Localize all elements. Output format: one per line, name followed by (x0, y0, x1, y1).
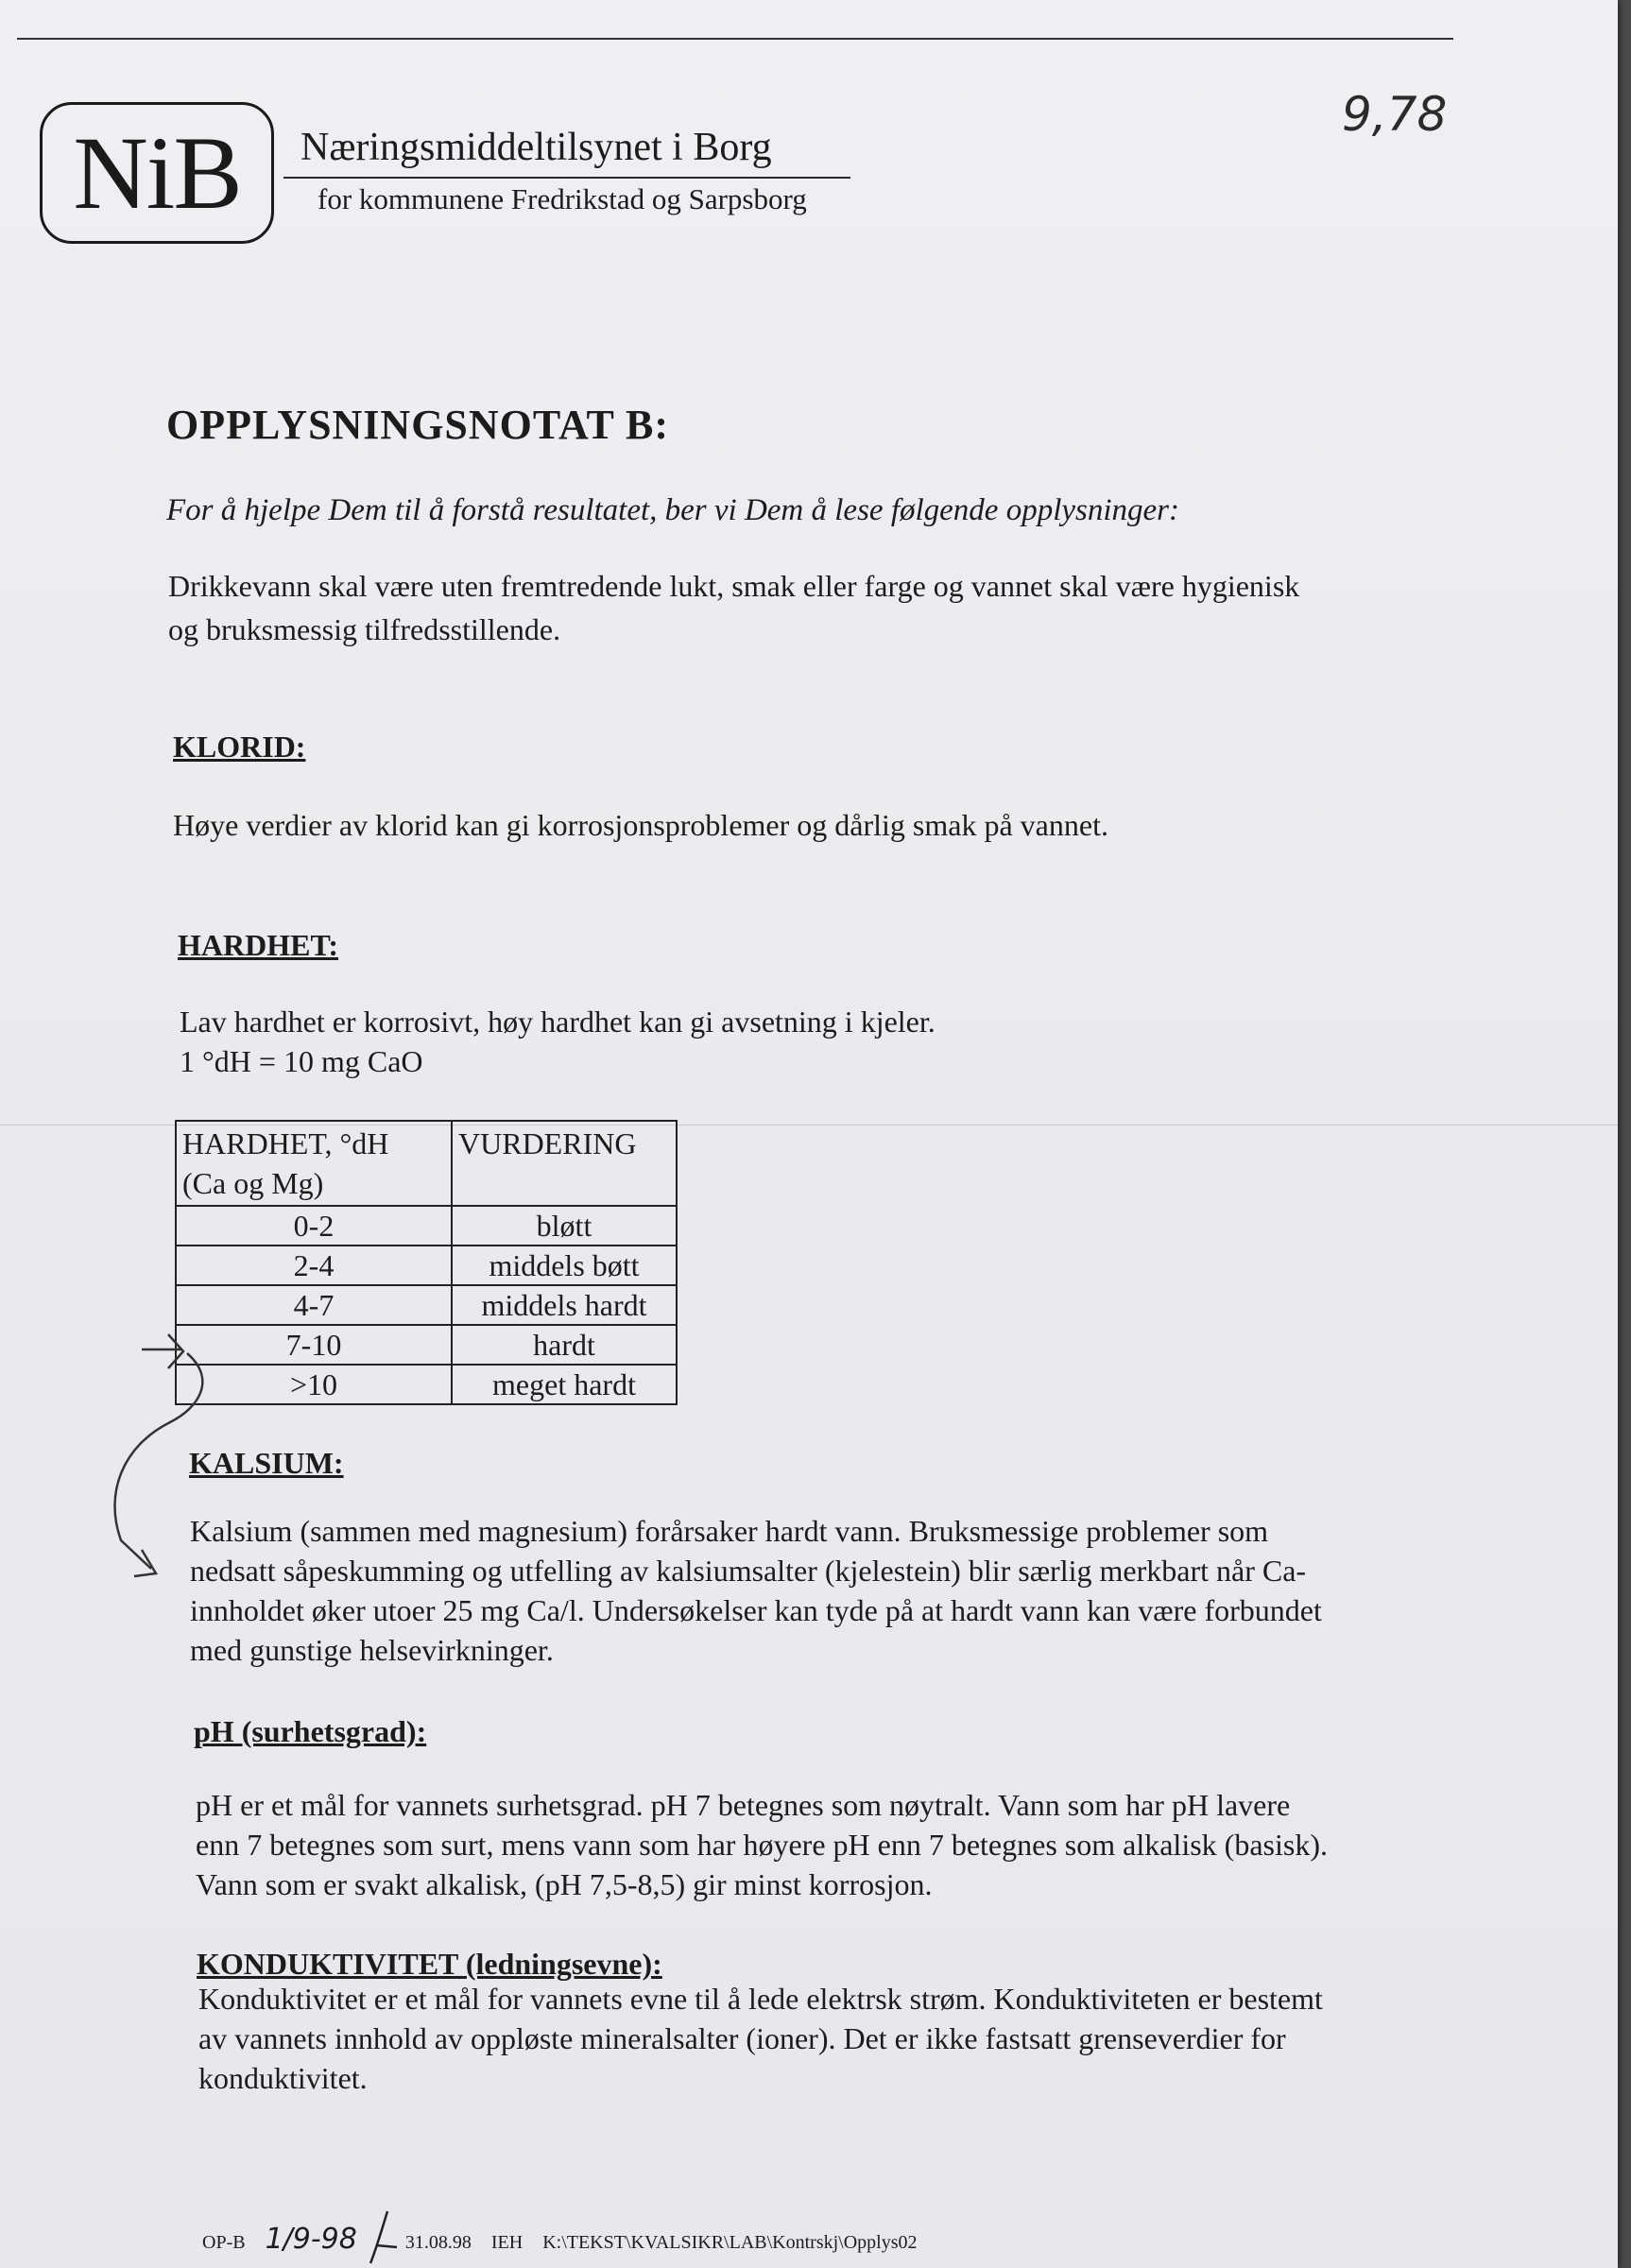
table-header-rating: VURDERING (452, 1121, 677, 1206)
ph-heading: pH (surhetsgrad): (194, 1714, 427, 1748)
footer-signature (370, 2211, 397, 2263)
handwritten-note: 9,78 (1342, 87, 1448, 142)
footer-handwritten-date: 1/9-98 (265, 2223, 357, 2256)
intro-text: For å hjelpe Dem til å forstå resultatet, ber vi Dem å lese følgende opplysninger: (166, 493, 1180, 527)
org-subtitle: for kommunene Fredrikstad og Sarpsborg (318, 182, 807, 215)
hardhet-line-1: Lav hardhet er korrosivt, høy hardhet kan gi avsetning i kjeler. (180, 1005, 936, 1039)
table-cell-range: 0-2 (176, 1206, 452, 1246)
hand-arrow-to-row (142, 1334, 183, 1368)
footer-code: OP-B (202, 2232, 246, 2253)
drinking-water-line-1: Drikkevann skal være uten fremtredende lukt, smak eller farge og vannet skal være hygienisk (168, 569, 1300, 603)
table-cell-rating: middels hardt (452, 1285, 677, 1325)
org-name: Næringsmiddeltilsynet i Borg (300, 126, 772, 169)
kalsium-line-1: Kalsium (sammen med magnesium) forårsaker hardt vann. Bruksmessige problemer som (190, 1514, 1269, 1548)
footer-path: K:\TEKST\KVALSIKR\LAB\Kontrskj\Opplys02 (542, 2232, 918, 2253)
kalsium-heading: KALSIUM: (189, 1446, 344, 1480)
konduktivitet-line-3: konduktivitet. (198, 2061, 368, 2095)
kalsium-line-4: med gunstige helsevirkninger. (190, 1633, 554, 1667)
kalsium-line-2: nedsatt såpeskumming og utfelling av kalsiumsalter (kjelestein) blir særlig merkbart når Ca- (190, 1554, 1307, 1588)
hand-arrow-curve (114, 1353, 202, 1569)
logo-text: NiB (73, 115, 241, 231)
kalsium-line-3: innholdet øker utoer 25 mg Ca/l. Undersøkelser kan tyde på at hardt vann kan være forbundet (190, 1593, 1322, 1627)
table-cell-rating: middels bøtt (452, 1246, 677, 1285)
klorid-text: Høye verdier av klorid kan gi korrosjonsproblemer og dårlig smak på vannet. (173, 808, 1108, 842)
konduktivitet-heading: KONDUKTIVITET (ledningsevne): (197, 1947, 662, 1981)
klorid-heading: KLORID: (173, 730, 306, 764)
footer-date: 31.08.98 (404, 2232, 472, 2253)
table-cell-range: 2-4 (176, 1246, 452, 1285)
table-cell-rating: meget hardt (452, 1365, 677, 1404)
ph-line-2: enn 7 betegnes som surt, mens vann som har høyere pH enn 7 betegnes som alkalisk (basisk). (196, 1828, 1328, 1862)
konduktivitet-line-1: Konduktivitet er et mål for vannets evne til å lede elektrsk strøm. Konduktiviteten er bestemt (198, 1982, 1323, 2016)
page-title: OPPLYSNINGSNOTAT B: (166, 402, 670, 448)
table-cell-rating: hardt (452, 1325, 677, 1365)
hardhet-line-2: 1 °dH = 10 mg CaO (180, 1044, 423, 1078)
table-cell-range: >10 (176, 1365, 452, 1404)
table-cell-range: 4-7 (176, 1285, 452, 1325)
drinking-water-line-2: og bruksmessig tilfredsstillende. (168, 612, 561, 646)
table-header-hardness-line-1: HARDHET, °dH (182, 1126, 389, 1160)
footer-initials: IEH (490, 2232, 524, 2253)
konduktivitet-line-2: av vannets innhold av oppløste mineralsalter (ioner). Det er ikke fastsatt grenseverdier for (198, 2021, 1286, 2055)
ph-line-3: Vann som er svakt alkalisk, (pH 7,5-8,5) gir minst korrosjon. (196, 1867, 933, 1901)
ph-line-1: pH er et mål for vannets surhetsgrad. pH 7 betegnes som nøytralt. Vann som har pH lavere (196, 1788, 1291, 1822)
hardhet-heading: HARDHET: (178, 928, 339, 962)
table-cell-rating: bløtt (452, 1206, 677, 1246)
table-header-hardness-line-2: (Ca og Mg) (182, 1166, 324, 1200)
table-cell-range: 7-10 (176, 1325, 452, 1365)
